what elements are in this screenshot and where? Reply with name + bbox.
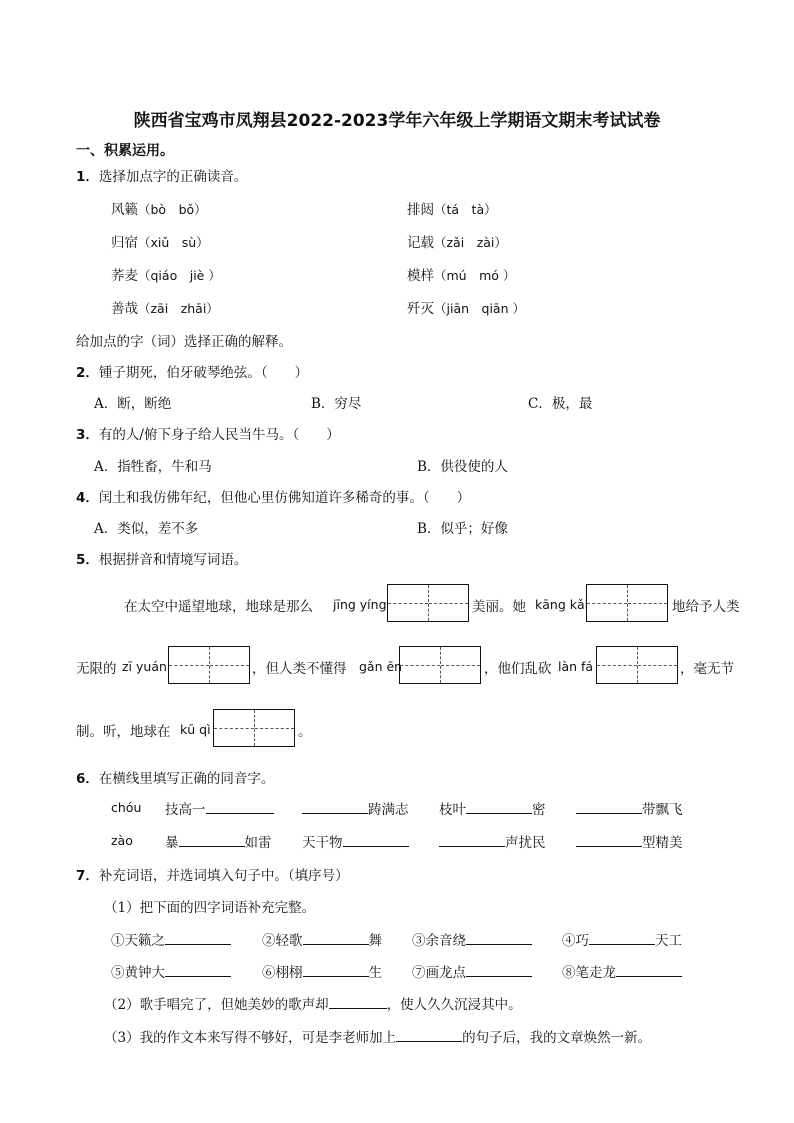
sub-question-1: （1）把下面的四字词语补充完整。 (104, 900, 316, 916)
idiom-item: ②轻歌 舞 (262, 929, 382, 949)
fill-item: 型精美 (576, 831, 683, 851)
question-text: 锺子期死，伯牙破琴绝弦。（ ） (98, 365, 309, 381)
pinyin-options: （xiǔ sù） (138, 235, 209, 250)
word: 排闼 (407, 202, 434, 218)
word: 荞麦 (111, 268, 138, 284)
instruction-text: 给加点的字（词）选择正确的解释。 (76, 334, 292, 350)
page-title: 陕西省宝鸡市凤翔县2022-2023学年六年级上学期语文期末考试试卷 (133, 111, 661, 131)
pinyin-label: chóu (111, 800, 142, 815)
idiom-item: ⑦画龙点 (412, 961, 532, 981)
idiom-item: ④巧 天工 (562, 929, 682, 949)
question-number: 5． (76, 552, 99, 568)
question-text: 选择加点字的正确读音。 (98, 169, 248, 185)
pinyin-item (111, 297, 219, 317)
passage-text: ，但人类不懂得 (252, 661, 347, 677)
word: 风籁 (111, 202, 138, 218)
pinyin-item (111, 231, 209, 251)
passage-text: 无限的 (76, 661, 117, 677)
pinyin-prompt: gǎn ēn (359, 659, 403, 674)
option-a: A．指牲畜，牛和马 (94, 459, 212, 475)
pinyin-options: （jiān qiān ） (434, 301, 525, 316)
question-number: 1． (76, 169, 99, 185)
idiom-item: ⑤黄钟大 (111, 961, 231, 981)
pinyin-options: （zǎi zài） (434, 235, 507, 250)
answer-blank[interactable] (466, 962, 532, 977)
word: 模样 (407, 268, 434, 284)
question-number: 6． (76, 771, 99, 787)
fill-item: 天干物 (302, 831, 409, 851)
answer-blank[interactable] (439, 832, 505, 847)
character-grid[interactable] (399, 646, 481, 684)
question-6 (76, 767, 274, 787)
answer-blank[interactable] (466, 930, 532, 945)
question-7 (76, 864, 349, 884)
fill-item: 暴 如雷 (165, 831, 272, 851)
answer-blank[interactable] (165, 930, 231, 945)
word: 记载 (407, 235, 434, 251)
answer-blank[interactable] (576, 799, 642, 814)
question-text: 闰土和我仿佛年纪，但他心里仿佛知道许多稀奇的事。（ ） (98, 490, 471, 506)
answer-blank[interactable] (165, 962, 231, 977)
passage-text: ，毫无节 (680, 661, 734, 677)
question-number: 3． (76, 427, 99, 443)
passage-text: 在太空中遥望地球，地球是那么 (124, 599, 313, 615)
word: 归宿 (111, 235, 138, 251)
option-b: B．穷尽 (311, 396, 362, 412)
option-b: B．供役使的人 (417, 459, 508, 475)
question-number: 7． (76, 868, 99, 884)
fill-item: 声扰民 (439, 831, 546, 851)
pinyin-prompt: kāng kǎi (535, 597, 589, 612)
option-c: C．极，最 (528, 396, 593, 412)
question-text: 有的人/俯下身子给人民当牛马。（ ） (98, 427, 340, 443)
option-a: A．类似，差不多 (94, 521, 199, 537)
sub-question-2: （2）歌手唱完了，但她美妙的歌声却 ，使人久久沉浸其中。 (104, 993, 522, 1013)
answer-blank[interactable] (303, 962, 369, 977)
pinyin-options: （mú mó ） (434, 268, 516, 283)
answer-blank[interactable] (303, 930, 369, 945)
idiom-item: ①天籁之 (111, 929, 231, 949)
answer-blank[interactable] (466, 799, 532, 814)
passage-text: 制。听，地球在 (76, 724, 171, 740)
passage-text: 美丽。她 (472, 599, 526, 615)
question-5 (76, 548, 247, 568)
answer-blank[interactable] (206, 799, 274, 814)
idiom-item: ⑥栩栩 生 (262, 961, 382, 981)
passage-text: 地给予人类 (672, 599, 740, 615)
pinyin-item (111, 264, 221, 284)
question-2 (76, 361, 308, 381)
question-text: 在横线里填写正确的同音字。 (98, 771, 275, 787)
pinyin-item (111, 198, 207, 218)
fill-item: 带飘飞 (576, 798, 683, 818)
character-grid[interactable] (586, 584, 668, 622)
pinyin-prompt: kū qì (180, 722, 211, 737)
answer-blank[interactable] (179, 832, 245, 847)
section-heading: 一、积累运用。 (76, 143, 174, 159)
character-grid[interactable] (596, 646, 678, 684)
word: 歼灭 (407, 301, 434, 317)
question-text: 根据拼音和情境写词语。 (98, 552, 248, 568)
pinyin-prompt: jīng yíng (333, 597, 387, 612)
idiom-item: ⑧笔走龙 (562, 961, 682, 981)
question-number: 4． (76, 490, 99, 506)
pinyin-prompt: zī yuán (122, 659, 167, 674)
question-3 (76, 423, 340, 443)
answer-blank[interactable] (589, 930, 655, 945)
answer-blank[interactable] (329, 994, 387, 1009)
option-a: A．断，断绝 (94, 396, 172, 412)
fill-item: 枝叶 密 (439, 798, 546, 818)
question-4 (76, 486, 470, 506)
pinyin-options: （bò bǒ） (138, 202, 207, 217)
pinyin-options: （qiáo jiè ） (138, 268, 221, 283)
answer-blank[interactable] (302, 799, 368, 814)
fill-item: 踌满志 (302, 798, 409, 818)
pinyin-item (407, 231, 507, 251)
pinyin-label: zào (111, 833, 133, 848)
answer-blank[interactable] (576, 832, 642, 847)
answer-blank[interactable] (343, 832, 409, 847)
answer-blank[interactable] (616, 962, 682, 977)
passage-text: ，他们乱砍 (484, 661, 552, 677)
pinyin-item (407, 198, 497, 218)
pinyin-options: （zāi zhāi） (138, 301, 219, 316)
pinyin-item (407, 264, 515, 284)
pinyin-item (407, 297, 525, 317)
character-grid[interactable] (213, 709, 295, 747)
answer-blank[interactable] (396, 1027, 462, 1042)
word: 善哉 (111, 301, 138, 317)
question-1 (76, 165, 247, 185)
character-grid[interactable] (168, 646, 250, 684)
fill-item: 技高一 (165, 798, 274, 818)
character-grid[interactable] (387, 584, 469, 622)
question-text: 补充词语，并选词填入句子中。（填序号） (98, 868, 349, 884)
idiom-item: ③余音绕 (412, 929, 532, 949)
passage-text: 。 (298, 724, 312, 740)
pinyin-options: （tá tà） (434, 202, 497, 217)
question-number: 2． (76, 365, 99, 381)
sub-question-3: （3）我的作文本来写得不够好，可是李老师加上 的句子后，我的文章焕然一新。 (104, 1026, 651, 1046)
option-b: B．似乎；好像 (417, 521, 508, 537)
pinyin-prompt: làn fá (558, 659, 594, 674)
